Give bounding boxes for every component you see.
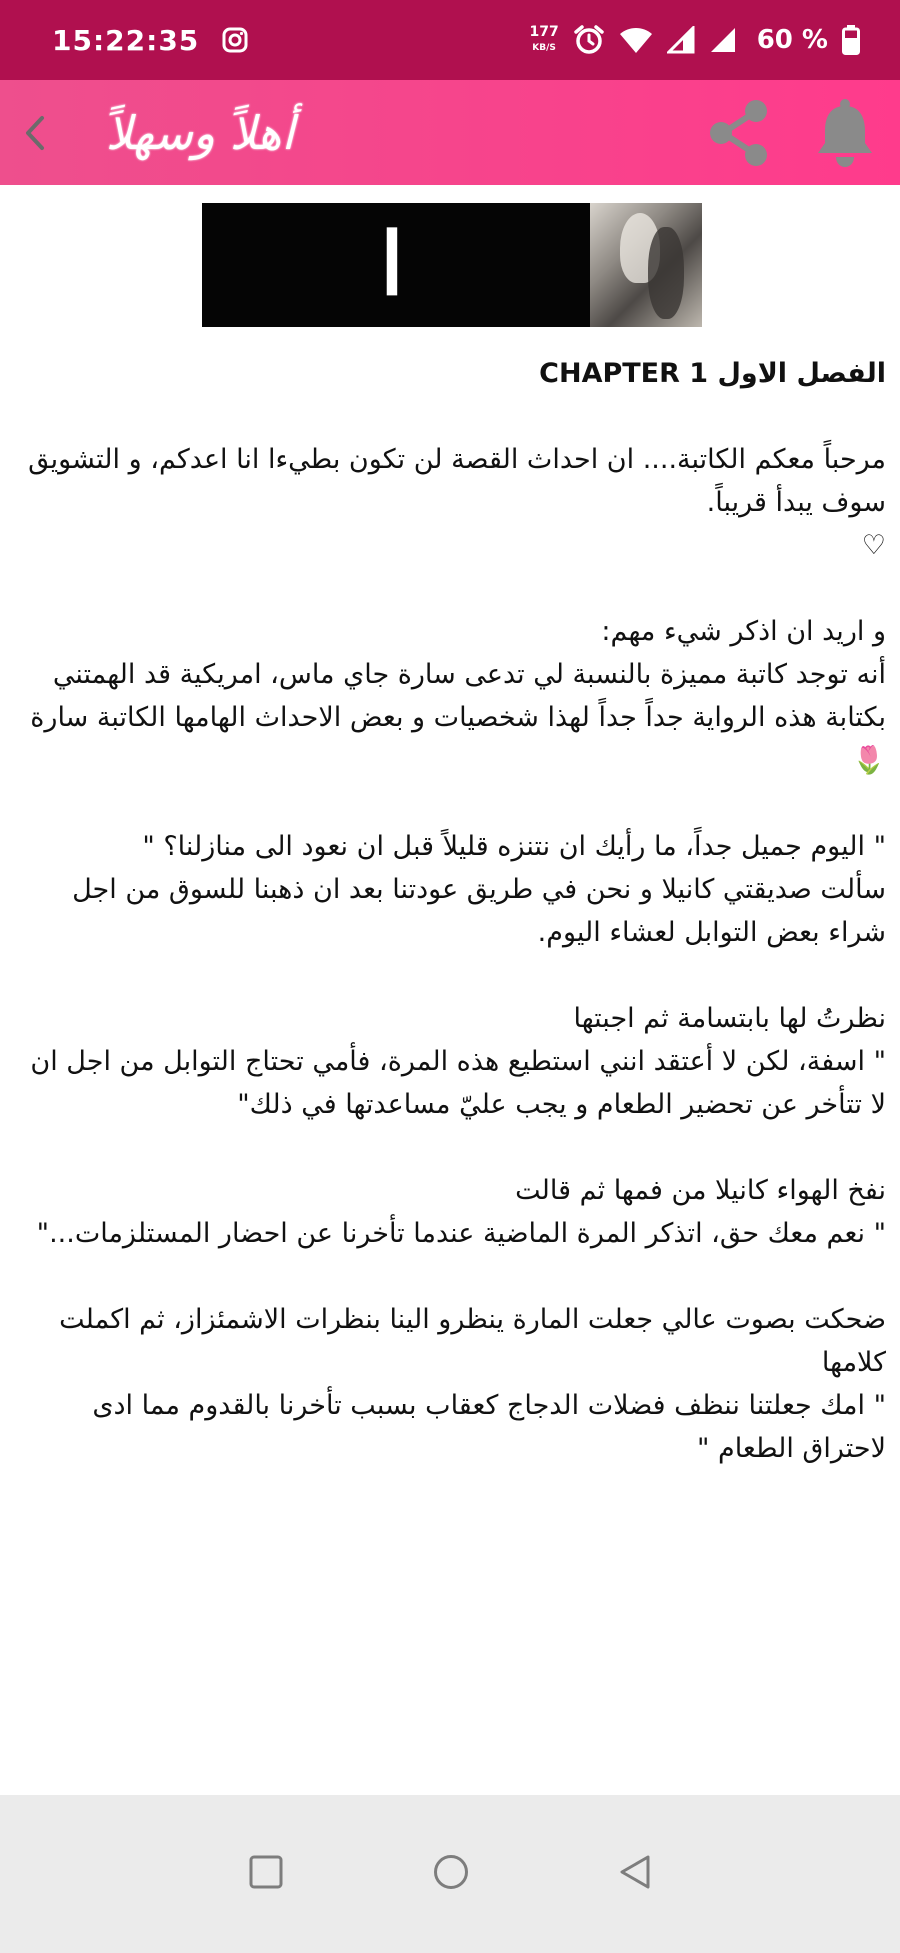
chevron-left-icon (24, 115, 46, 151)
app-bar (0, 80, 900, 185)
signal-icon-2 (709, 26, 737, 54)
battery-percent: 60 % (756, 25, 828, 55)
chapter-content (18, 352, 886, 1470)
status-time: 15:22:35 (52, 23, 200, 57)
paragraph-gap (18, 395, 886, 438)
chapter-paragraph: نفخ الهواء كانيلا من فمها ثم قالت " نعم معك حق، اتذكر المرة الماضية عندما تأخرنا عن احضار المستلزمات..." (36, 1175, 886, 1249)
wifi-icon (619, 25, 653, 55)
network-speed-unit: KB/S (532, 43, 556, 53)
app-bar-right (702, 96, 876, 170)
share-icon (702, 96, 776, 170)
status-bar (0, 0, 900, 80)
instagram-icon (221, 26, 249, 54)
battery-icon (842, 25, 860, 55)
chapter-paragraph: " اليوم جميل جداً، ما رأيك ان نتنزه قليلاً قبل ان نعود الى منازلنا؟ " سألت صديقتي كانيلا و نحن في طريق عودتنا بعد ان ذهبنا للسوق من اجل شراء بعض التوابل لعشاء اليوم. (72, 831, 886, 948)
chapter-paragraph: و اريد ان اذكر شيء مهم: أنه توجد كاتبة مميزة بالنسبة لي تدعى سارة جاي ماس، امريكية قد الهمتني بكتابة هذه الرواية جداً جداً لهذا شخصيات و بعض الاحداث الهامها الكاتبة سارة 🌷 (30, 616, 886, 776)
chapter-paragraph: نظرتُ لها بابتسامة ثم اجبتها " اسفة، لكن لا أعتقد انني استطيع هذه المرة، فأمي تحتاج التوابل من اجل ان لا تتأخر عن تحضير الطعام و يجب عليّ مساعدتها في ذلك" (30, 1003, 886, 1120)
signal-icon (667, 26, 695, 54)
paragraph-gap (18, 567, 886, 610)
paragraph-gap (18, 1126, 886, 1169)
network-speed-value: 177 (529, 24, 559, 40)
notifications-button[interactable] (814, 97, 876, 169)
chapter-title: الفصل الاول CHAPTER 1 (539, 358, 886, 389)
status-right (529, 24, 860, 56)
share-button[interactable] (702, 96, 776, 170)
back-button[interactable] (14, 103, 56, 163)
circle-icon (433, 1854, 469, 1890)
heart-symbol: ♡ (861, 530, 886, 561)
paragraph-gap (18, 1255, 886, 1298)
chapter-paragraph: مرحباً معكم الكاتبة.... ان احداث القصة لن تكون بطيءا انا اعدكم، و التشويق سوف يبدأ قريباً. (19, 444, 886, 518)
nav-back-button[interactable] (619, 1854, 651, 1894)
alarm-icon (573, 24, 605, 56)
app-logo: أهلاً وسهلاً (105, 105, 295, 160)
paragraph-gap (18, 954, 886, 997)
bell-icon (814, 97, 876, 169)
chapter-banner-image (202, 203, 702, 327)
banner-figure-b (648, 227, 684, 319)
paragraph-gap (18, 782, 886, 825)
app-bar-left (14, 90, 330, 176)
banner-photo (590, 203, 702, 327)
triangle-back-icon (619, 1854, 651, 1890)
chapter-paragraph: ضحكت بصوت عالي جعلت المارة ينظرو الينا بنظرات الاشمئزاز، ثم اكملت كلامها " امك جعلتنا ننظف فضلات الدجاج كعقاب بسبب تأخرنا بالقدوم مما ادى لاحتراق الطعام " (59, 1304, 886, 1464)
banner-numeral: ا (380, 217, 404, 313)
recents-button[interactable] (249, 1855, 283, 1893)
system-nav-bar (0, 1795, 900, 1953)
status-left (52, 24, 249, 57)
network-speed (529, 25, 558, 55)
home-button[interactable] (433, 1854, 469, 1894)
square-icon (249, 1855, 283, 1889)
